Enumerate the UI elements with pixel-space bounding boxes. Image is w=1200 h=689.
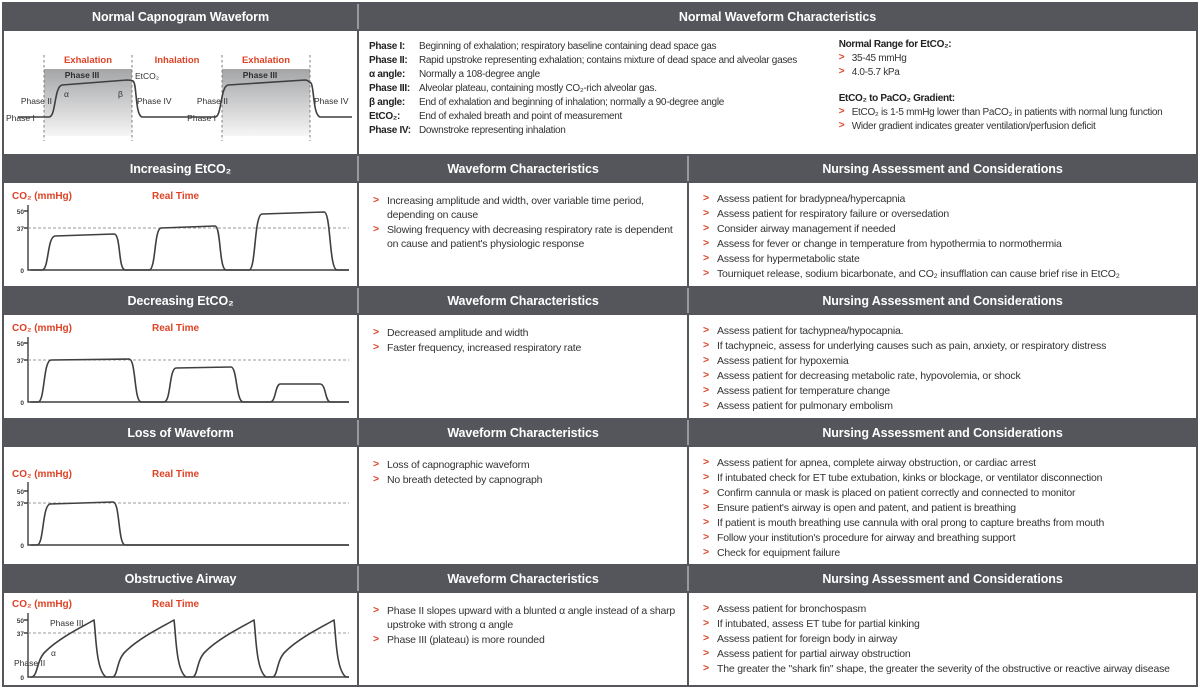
header-normal-waveform-characteristics: Normal Waveform Characteristics: [359, 4, 1196, 29]
bullet-item: > Increasing amplitude and width, over variable time period, depending on cause: [373, 194, 677, 222]
phase2-label-1: Phase II: [20, 96, 52, 106]
definition-term: α angle:: [369, 69, 405, 80]
definition-term: β angle:: [369, 97, 405, 108]
x-axis-label: Real Time: [152, 599, 200, 610]
bullet-item: > Ensure patient's airway is open and patent, and patient is breathing: [703, 501, 1186, 515]
header-waveform-characteristics: Waveform Characteristics: [359, 288, 689, 313]
normal-capnogram-diagram: [4, 31, 357, 154]
obstructive-airway-content-row: [4, 593, 1196, 685]
phase4-label-1: Phase IV: [137, 96, 172, 106]
bullet-item: > If tachypneic, assess for underlying causes such as pain, anxiety, or respiratory distress: [703, 339, 1186, 353]
definition-row: [369, 96, 835, 110]
bullet-item: > Assess patient for temperature change: [703, 384, 1186, 398]
bullet-item: > Check for equipment failure: [703, 546, 1186, 560]
header-waveform-characteristics: Waveform Characteristics: [359, 566, 689, 591]
bullet-item: > Assess for fever or change in temperature from hypothermia to normothermia: [703, 237, 1186, 251]
definition-row: [369, 82, 835, 96]
definition-desc: Downstroke representing inhalation: [419, 125, 566, 136]
nursing-list: [689, 593, 1196, 676]
tick-0: 0: [20, 400, 24, 407]
loss-trace: [31, 502, 349, 545]
definition-row: [369, 124, 835, 138]
bullet-item: > Assess for hypermetabolic state: [703, 252, 1186, 266]
bullet-item: > Assess patient for pulmonary embolism: [703, 399, 1186, 413]
increasing-etco2-content-row: [4, 183, 1196, 288]
header-waveform-characteristics: Waveform Characteristics: [359, 156, 689, 181]
range-item: > 4.0-5.7 kPa: [839, 66, 1186, 80]
bullet-item: > Assess patient for tachypnea/hypocapnia.: [703, 324, 1186, 338]
bullet-item: > No breath detected by capnograph: [373, 473, 677, 487]
alpha-angle-label: α: [64, 89, 69, 99]
decreasing-etco2-header-row: [4, 288, 1196, 315]
increasing-characteristics-cell: [359, 183, 689, 286]
bullet-item: > Assess patient for bronchospasm: [703, 602, 1186, 616]
y-axis-label: CO₂ (mmHg): [12, 323, 72, 334]
loss-waveform-panel: [4, 447, 359, 564]
decreasing-nursing-cell: [689, 315, 1196, 418]
bullet-item: > Loss of capnographic waveform: [373, 458, 677, 472]
normal-range-heading: Normal Range for EtCO₂:: [838, 39, 952, 50]
bullet-item: > If intubated check for ET tube extubation, kinks or blockage, or ventilator disconnection: [703, 471, 1186, 485]
tick-50: 50: [16, 489, 24, 496]
loss-of-waveform-content-row: [4, 447, 1196, 566]
phase2-label-2: Phase II: [196, 96, 228, 106]
phase3-label-1: Phase III: [64, 70, 100, 80]
definition-term: Phase III:: [369, 83, 410, 94]
header-nursing-assessment: Nursing Assessment and Considerations: [689, 288, 1196, 313]
phase3-wave-label: Phase III: [50, 618, 84, 628]
axes: [28, 482, 349, 545]
axes: [28, 337, 349, 402]
header-obstructive-airway: Obstructive Airway: [4, 566, 359, 591]
bullet-item: > Phase III (plateau) is more rounded: [373, 633, 677, 647]
tick-37: 37: [16, 631, 24, 638]
normal-characteristics-panel: [359, 31, 1196, 154]
definition-term: Phase I:: [369, 41, 405, 52]
normal-section-content-row: [4, 31, 1196, 156]
definition-row: [369, 68, 835, 82]
tick-37: 37: [16, 226, 24, 233]
y-axis-label: CO₂ (mmHg): [12, 599, 72, 610]
tick-50: 50: [16, 209, 24, 216]
tick-0: 0: [20, 675, 24, 682]
tick-37: 37: [16, 501, 24, 508]
obstructive-characteristics-cell: [359, 593, 689, 685]
axes: [28, 205, 349, 270]
bullet-item: > Confirm cannula or mask is placed on patient correctly and connected to monitor: [703, 486, 1186, 500]
increasing-etco2-waveform-panel: [4, 183, 359, 286]
definition-desc: Beginning of exhalation; respiratory baseline containing dead space gas: [419, 41, 717, 52]
normal-capnogram-diagram-panel: [4, 31, 359, 154]
definition-row: [369, 54, 835, 68]
bullet-item: > Assess patient for partial airway obstruction: [703, 647, 1186, 661]
shark-fin-trace: [31, 620, 349, 677]
obstructive-nursing-cell: [689, 593, 1196, 685]
inhalation-label: Inhalation: [154, 55, 200, 66]
definition-desc: Normally a 108-degree angle: [419, 69, 540, 80]
exhalation-label-2: Exhalation: [241, 55, 291, 66]
header-loss-of-waveform: Loss of Waveform: [4, 420, 359, 445]
obstructive-airway-waveform: [4, 593, 357, 685]
x-axis-label: Real Time: [152, 323, 200, 334]
decreasing-etco2-content-row: [4, 315, 1196, 420]
increasing-trace: [31, 212, 349, 270]
loss-characteristics-cell: [359, 447, 689, 564]
header-nursing-assessment: Nursing Assessment and Considerations: [689, 156, 1196, 181]
tick-50: 50: [16, 341, 24, 348]
bullet-item: > Assess patient for foreign body in airway: [703, 632, 1186, 646]
bullet-item: > Faster frequency, increased respiratory rate: [373, 341, 677, 355]
range-item: > 35-45 mmHg: [839, 52, 1186, 66]
range-item: > EtCO₂ is 1-5 mmHg lower than PaCO₂ in patients with normal lung function: [839, 106, 1186, 120]
definition-desc: End of exhalation and beginning of inhalation; normally a 90-degree angle: [419, 97, 725, 108]
bullet-item: > Assess patient for bradypnea/hypercapnia: [703, 192, 1186, 206]
phase2-wave-label: Phase II: [14, 658, 46, 668]
definition-desc: Rapid upstroke representing exhalation; contains mixture of dead space and alveolar gases: [419, 55, 797, 66]
bullet-item: > Assess patient for hypoxemia: [703, 354, 1186, 368]
tick-0: 0: [20, 268, 24, 275]
y-axis-label: CO₂ (mmHg): [12, 469, 72, 480]
decreasing-trace: [31, 359, 349, 402]
y-axis-label: CO₂ (mmHg): [12, 191, 72, 202]
phase-definitions: [369, 38, 835, 154]
phase3-label-2: Phase III: [242, 70, 278, 80]
bullet-item: > Phase II slopes upward with a blunted α angle instead of a sharp upstroke with strong α angle: [373, 604, 677, 632]
definition-row: [369, 110, 835, 124]
loss-of-waveform-header-row: [4, 420, 1196, 447]
decreasing-characteristics-cell: [359, 315, 689, 418]
bullet-item: > If patient is mouth breathing use cannula with oral prong to capture breaths from mouth: [703, 516, 1186, 530]
x-axis-label: Real Time: [152, 191, 200, 202]
increasing-nursing-cell: [689, 183, 1196, 286]
characteristics-list: [359, 183, 687, 251]
loss-of-waveform-chart: [4, 447, 357, 564]
bullet-item: > Consider airway management if needed: [703, 222, 1186, 236]
beta-angle-label: β: [118, 89, 123, 99]
header-nursing-assessment: Nursing Assessment and Considerations: [689, 420, 1196, 445]
bullet-item: > Tourniquet release, sodium bicarbonate, and CO₂ insufflation can cause brief rise in EtCO₂: [703, 267, 1186, 281]
range-item: > Wider gradient indicates greater ventilation/perfusion deficit: [839, 120, 1186, 134]
nursing-list: [689, 315, 1196, 413]
exhalation-label-1: Exhalation: [63, 55, 113, 66]
bullet-item: > Assess patient for apnea, complete airway obstruction, or cardiac arrest: [703, 456, 1186, 470]
bullet-item: > If intubated, assess ET tube for partial kinking: [703, 617, 1186, 631]
nursing-list: [689, 183, 1196, 281]
tick-50: 50: [16, 618, 24, 625]
bullet-item: > Assess patient for decreasing metabolic rate, hypovolemia, or shock: [703, 369, 1186, 383]
header-decreasing-etco2: Decreasing EtCO₂: [4, 288, 359, 313]
bullet-item: > Follow your institution's procedure for airway and breathing support: [703, 531, 1186, 545]
phase4-label-2: Phase IV: [314, 96, 349, 106]
definition-row: [369, 40, 835, 54]
tick-37: 37: [16, 358, 24, 365]
tick-0: 0: [20, 543, 24, 550]
alpha-wave-label: α: [51, 648, 56, 658]
decreasing-etco2-waveform: [4, 315, 357, 418]
characteristics-list: [359, 593, 687, 647]
gradient-heading: EtCO₂ to PaCO₂ Gradient:: [838, 93, 955, 104]
bullet-item: > Assess patient for respiratory failure or oversedation: [703, 207, 1186, 221]
definition-term: Phase IV:: [369, 125, 411, 136]
decreasing-etco2-waveform-panel: [4, 315, 359, 418]
phase1-label-2: Phase I: [187, 113, 216, 123]
header-waveform-characteristics: Waveform Characteristics: [359, 420, 689, 445]
header-increasing-etco2: Increasing EtCO₂: [4, 156, 359, 181]
definition-term: EtCO₂:: [369, 111, 400, 122]
increasing-etco2-header-row: [4, 156, 1196, 183]
definition-desc: End of exhaled breath and point of measurement: [419, 111, 623, 122]
definition-term: Phase II:: [369, 55, 408, 66]
nursing-list: [689, 447, 1196, 560]
loss-nursing-cell: [689, 447, 1196, 564]
increasing-etco2-waveform: [4, 183, 357, 286]
bullet-item: > Slowing frequency with decreasing respiratory rate is dependent on cause and patient's physiologic response: [373, 223, 677, 251]
definition-desc: Alveolar plateau, containing mostly CO₂-rich alveolar gas.: [419, 83, 657, 94]
bullet-item: > Decreased amplitude and width: [373, 326, 677, 340]
obstructive-waveform-panel: [4, 593, 359, 685]
normal-section-header-row: [4, 4, 1196, 31]
bullet-item: > The greater the "shark fin" shape, the greater the severity of the obstructive or reactive airway disease: [703, 662, 1186, 676]
capnography-reference-table: [2, 2, 1198, 687]
etco2-point-label: EtCO₂: [135, 71, 160, 81]
normal-ranges: [835, 38, 1186, 154]
header-nursing-assessment: Nursing Assessment and Considerations: [689, 566, 1196, 591]
phase1-label-1: Phase I: [6, 113, 35, 123]
header-normal-capnogram-waveform: Normal Capnogram Waveform: [4, 4, 359, 29]
characteristics-list: [359, 315, 687, 355]
obstructive-airway-header-row: [4, 566, 1196, 593]
characteristics-list: [359, 447, 687, 487]
x-axis-label: Real Time: [152, 469, 200, 480]
